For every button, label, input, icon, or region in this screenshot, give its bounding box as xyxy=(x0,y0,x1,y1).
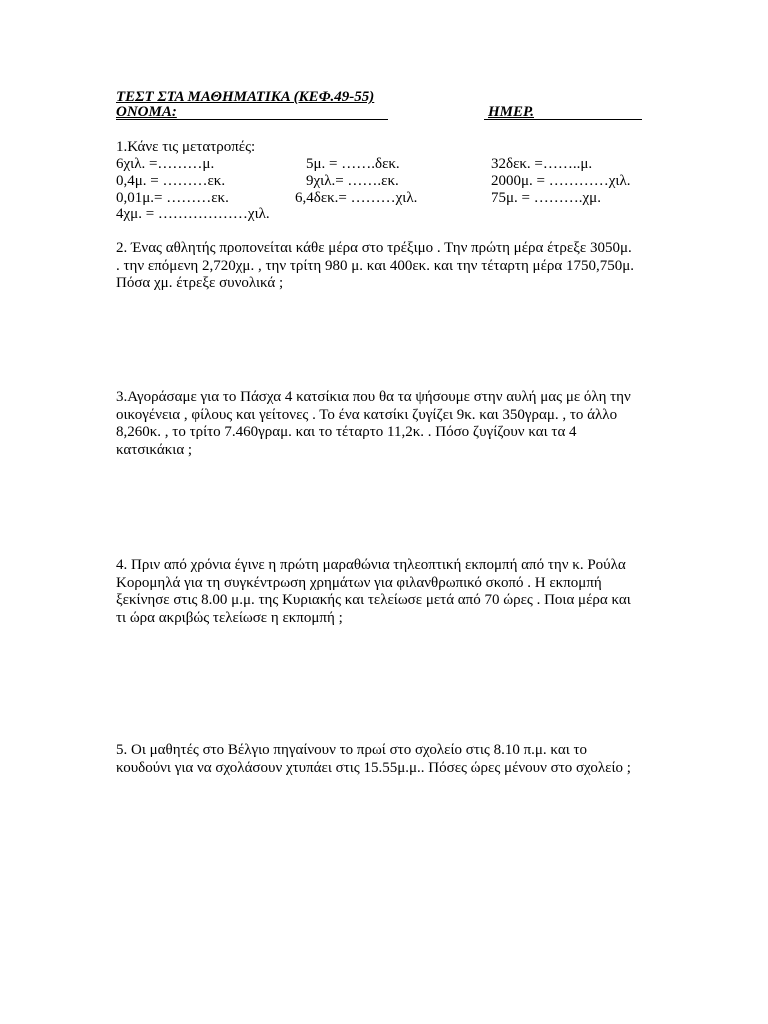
q1-item: 6χιλ. =………μ. xyxy=(116,156,215,172)
q2-line: Πόσα χμ. έτρεξε συνολικά ; xyxy=(116,275,284,291)
q2-line: . την επόμενη 2,720χμ. , την τρίτη 980 μ. και 400εκ. και την τέταρτη μέρα 1750,750μ. xyxy=(116,257,635,274)
q3-line: 8,260κ. , το τρίτο 7.460γραμ. και το τέταρτο 11,2κ. . Πόσο ζυγίζουν και τα 4 xyxy=(116,424,577,440)
q1-item: 0,4μ. = ………εκ. xyxy=(116,173,226,189)
q1-item: 4χμ. = ………………χιλ. xyxy=(116,206,270,222)
question-4 xyxy=(116,557,661,627)
q2-line: 2. Ένας αθλητής προπονείται κάθε μέρα στο τρέξιμο . Την πρώτη μέρα έτρεξε 3050μ. xyxy=(116,240,632,256)
date-underline xyxy=(484,119,642,120)
question-3 xyxy=(116,389,661,459)
question-2 xyxy=(116,240,661,293)
test-title: ΤΕΣΤ ΣΤΑ ΜΑΘΗΜΑΤΙΚΑ (ΚΕΦ.49-55) xyxy=(116,89,375,105)
q4-line: τι ώρα ακριβώς τελείωσε η εκπομπή ; xyxy=(116,609,343,626)
date-label: ΗΜΕΡ. xyxy=(488,104,535,120)
q4-line: ξεκίνησε στις 8.00 μ.μ. της Κυριακής και τελείωσε μετά από 70 ώρες . Ποια μέρα και xyxy=(116,592,631,608)
q1-item: 2000μ. = …………χιλ. xyxy=(491,173,631,189)
name-label: ΟΝΟΜΑ: xyxy=(116,104,177,120)
q1-item: 9χιλ.= …….εκ. xyxy=(306,173,399,189)
q1-item: 75μ. = ……….χμ. xyxy=(491,190,601,206)
q4-line: 4. Πριν από χρόνια έγινε η πρώτη μαραθώνια τηλεοπτική εκπομπή από την κ. Ρούλα xyxy=(116,557,626,573)
q3-line: 3.Αγοράσαμε για το Πάσχα 4 κατσίκια που θα τα ψήσουμε στην αυλή μας με όλη την xyxy=(116,389,631,405)
q1-heading: 1.Κάνε τις μετατροπές: xyxy=(116,139,256,155)
q4-line: Κορομηλά για τη συγκέντρωση χρημάτων για φιλανθρωπικό σκοπό . Η εκπομπή xyxy=(116,574,602,591)
name-underline xyxy=(116,119,388,120)
q1-item: 32δεκ. =……..μ. xyxy=(491,156,593,172)
question-5 xyxy=(116,742,661,777)
q1-item: 5μ. = …….δεκ. xyxy=(306,156,400,172)
q5-line: 5. Οι μαθητές στο Βέλγιο πηγαίνουν το πρωί στο σχολείο στις 8.10 π.μ. και το xyxy=(116,742,588,758)
q5-line: κουδούνι για να σχολάσουν χτυπάει στις 15.55μ.μ.. Πόσες ώρες μένουν στο σχολείο ; xyxy=(116,759,631,776)
q3-line: κατσικάκια ; xyxy=(116,441,193,458)
q1-item: 0,01μ.= ………εκ. xyxy=(116,190,229,206)
q3-line: οικογένεια , φίλους και γείτονες . Το ένα κατσίκι ζυγίζει 9κ. και 350γραμ. , το άλλο xyxy=(116,406,618,423)
q1-item: 6,4δεκ.= ………χιλ. xyxy=(295,190,418,206)
